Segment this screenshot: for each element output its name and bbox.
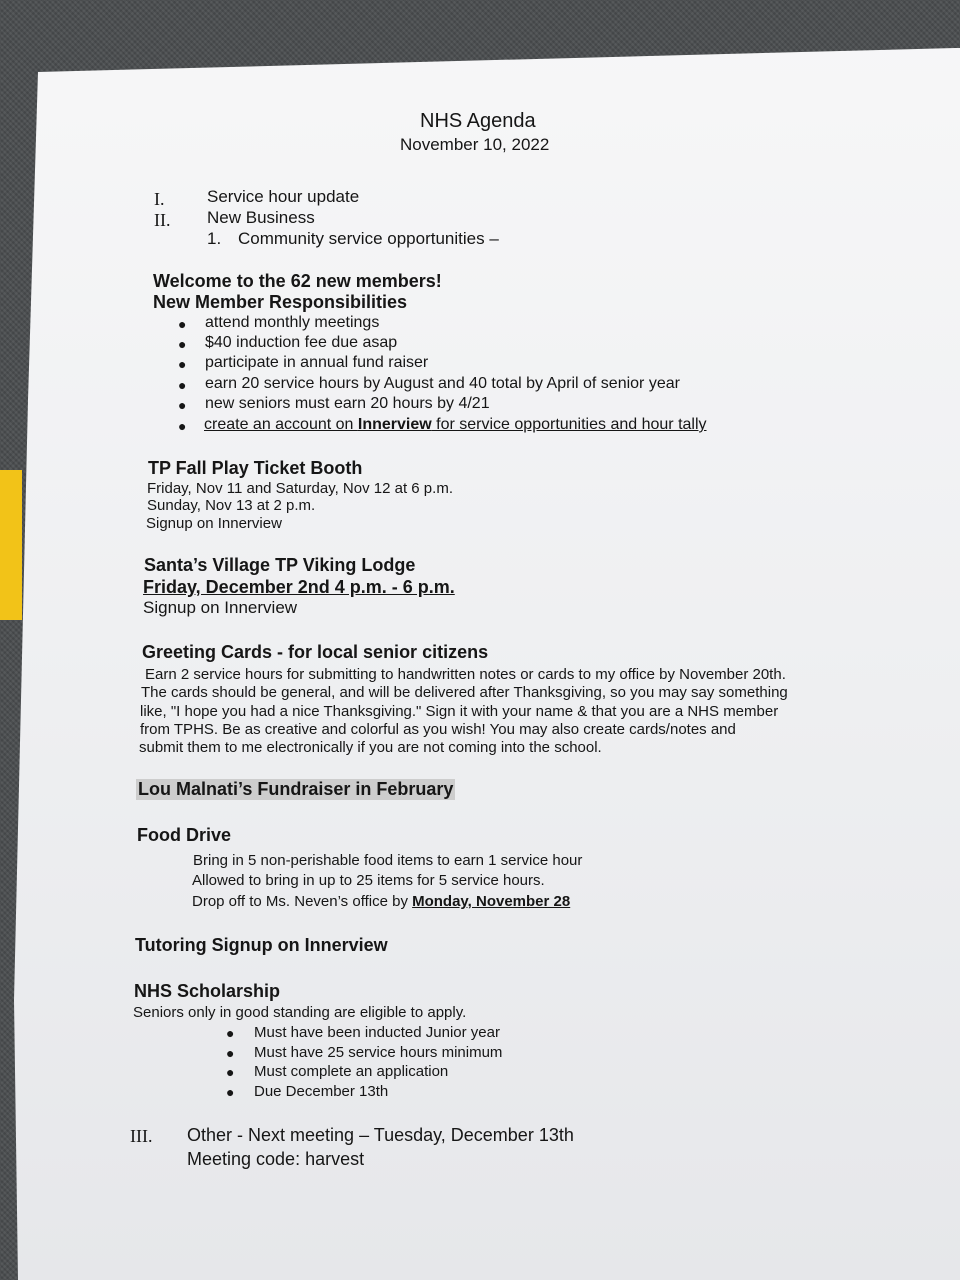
agenda-numeral-1: I. (154, 189, 165, 209)
fall-play-line: Friday, Nov 11 and Saturday, Nov 12 at 6 p.m. (147, 480, 453, 497)
bullet-icon: ● (226, 1025, 235, 1041)
scholarship-heading: NHS Scholarship (134, 981, 281, 1001)
welcome-heading: Welcome to the 62 new members! (153, 271, 442, 291)
agenda-numeral-3: III. (130, 1126, 153, 1146)
scholarship-intro: Seniors only in good standing are eligible to apply. (133, 1004, 467, 1021)
responsibility-item: new seniors must earn 20 hours by 4/21 (205, 395, 490, 412)
responsibility-item: $40 induction fee due asap (205, 334, 398, 351)
agenda-item-service-hour: Service hour update (207, 187, 360, 206)
greeting-cards-heading: Greeting Cards - for local senior citizens (142, 642, 489, 662)
greeting-cards-line: The cards should be general, and will be delivered after Thanksgiving, so you may say something (141, 684, 788, 701)
santa-heading: Santa’s Village TP Viking Lodge (144, 555, 416, 575)
other-next-meeting: Other - Next meeting – Tuesday, December 13th (187, 1125, 574, 1145)
food-drive-line: Bring in 5 non-perishable food items to earn 1 service hour (193, 852, 583, 869)
scholarship-item: Due December 13th (254, 1083, 389, 1100)
document-title: NHS Agenda (420, 110, 536, 132)
food-drive-heading: Food Drive (137, 825, 232, 845)
sub-item-community-service: Community service opportunities – (238, 229, 499, 248)
food-drive-line: Allowed to bring in up to 25 items for 5 service hours. (192, 872, 545, 889)
bullet-icon: ● (178, 418, 187, 434)
document-date: November 10, 2022 (400, 135, 550, 154)
meeting-code: Meeting code: harvest (187, 1149, 365, 1169)
greeting-cards-line: from TPHS. Be as creative and colorful as you wish! You may also create cards/notes and (140, 721, 736, 738)
dropoff-date: Monday, November 28 (412, 893, 571, 910)
greeting-cards-line: Earn 2 service hours for submitting to handwritten notes or cards to my office by November 20th. (145, 666, 786, 683)
greeting-cards-line: submit them to me electronically if you are not coming into the school. (139, 739, 602, 756)
bullet-icon: ● (226, 1084, 235, 1100)
account-text-pre: create an account on (204, 416, 358, 433)
scholarship-item: Must complete an application (254, 1063, 449, 1080)
fall-play-heading: TP Fall Play Ticket Booth (148, 458, 363, 478)
responsibilities-heading: New Member Responsibilities (153, 292, 408, 312)
bullet-icon: ● (178, 336, 187, 352)
scholarship-item: Must have 25 service hours minimum (254, 1044, 503, 1061)
fundraiser-heading: Lou Malnati’s Fundraiser in February (138, 779, 454, 799)
responsibility-item: earn 20 service hours by August and 40 total by April of senior year (205, 375, 680, 392)
greeting-cards-line: like, "I hope you had a nice Thanksgiving." Sign it with your name & that you are a NHS member (140, 703, 779, 720)
santa-date: Friday, December 2nd 4 p.m. - 6 p.m. (143, 577, 455, 597)
scholarship-item: Must have been inducted Junior year (254, 1024, 500, 1041)
bullet-icon: ● (226, 1064, 235, 1080)
responsibility-item: attend monthly meetings (205, 314, 380, 331)
innerview-name: Innerview (357, 416, 432, 433)
fall-play-line: Signup on Innerview (146, 515, 282, 532)
food-drive-dropoff (192, 893, 570, 910)
innerview-account-item (204, 416, 707, 434)
agenda-item-new-business: New Business (207, 208, 315, 227)
tutoring-heading: Tutoring Signup on Innerview (135, 935, 388, 955)
sub-item-number: 1. (207, 229, 222, 248)
bullet-icon: ● (178, 356, 187, 372)
bullet-icon: ● (178, 377, 187, 393)
santa-signup: Signup on Innerview (143, 598, 298, 617)
bullet-icon: ● (178, 316, 187, 332)
fall-play-line: Sunday, Nov 13 at 2 p.m. (147, 497, 316, 514)
bullet-icon: ● (226, 1045, 235, 1061)
account-text-post: for service opportunities and hour tally (431, 416, 707, 433)
responsibility-item: participate in annual fund raiser (205, 354, 429, 371)
agenda-numeral-2: II. (154, 210, 171, 230)
bullet-icon: ● (178, 397, 187, 413)
dropoff-text: Drop off to Ms. Neven’s office by (192, 893, 413, 910)
